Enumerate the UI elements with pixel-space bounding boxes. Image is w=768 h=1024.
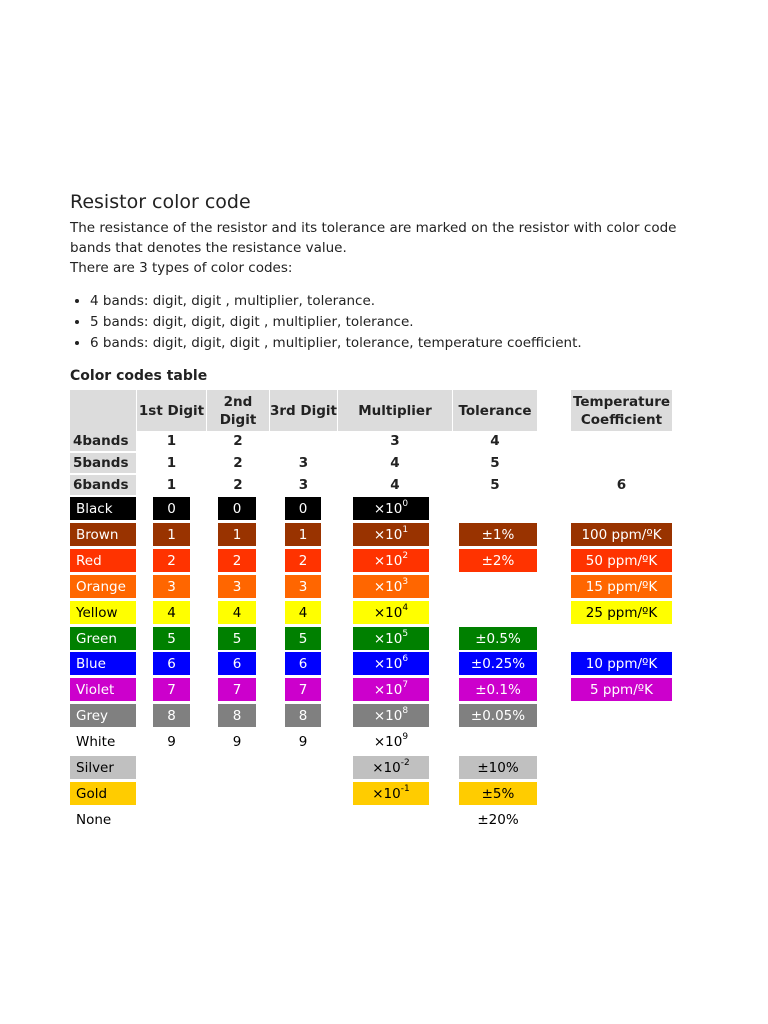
color-name-brown: Brown (70, 523, 136, 546)
digit-cell: 7 (218, 678, 256, 701)
multiplier-cell: ×10 $^4$ (353, 601, 429, 624)
multiplier-cell: ×10 $^9$ (373, 731, 409, 750)
digit-cell: 9 (298, 733, 308, 750)
band-position-mult: 4 (390, 477, 400, 493)
band-position-d1: 1 (166, 477, 177, 493)
digit-cell: 8 (153, 704, 190, 727)
digit-cell: 4 (218, 601, 256, 624)
multiplier-cell: ×10 $^{-2}$ (353, 756, 429, 779)
band-position-d2: 2 (233, 455, 243, 471)
digit-cell: 4 (285, 601, 321, 624)
header-multiplier: Multiplier (338, 390, 452, 431)
band-position-d3: 3 (298, 477, 309, 493)
header-2nd-digit: 2nd Digit (207, 390, 269, 431)
band-row-label: 6bands (70, 475, 136, 495)
color-name-orange: Orange (70, 575, 136, 598)
header-3rd-digit: 3rd Digit (270, 390, 337, 431)
multiplier-cell: ×10 $^5$ (353, 627, 429, 650)
digit-cell: 0 (153, 497, 190, 520)
multiplier-cell: ×10 $^{-1}$ (353, 782, 429, 805)
digit-cell: 2 (218, 549, 256, 572)
digit-cell: 8 (218, 704, 256, 727)
color-name-yellow: Yellow (70, 601, 136, 624)
intro-line-1: The resistance of the resistor and its tolerance are marked on the resistor with color code bands that denotes the resistance value. (70, 220, 677, 256)
header-tolerance: Tolerance (453, 390, 537, 431)
multiplier-cell: ×10 $^3$ (353, 575, 429, 598)
band-position-d3 (270, 431, 337, 451)
digit-cell: 1 (153, 523, 190, 546)
multiplier-cell: ×10 $^1$ (353, 523, 429, 546)
multiplier-cell: ×10 $^2$ (353, 549, 429, 572)
digit-cell: 3 (218, 575, 256, 598)
digit-cell: 1 (285, 523, 321, 546)
header-temperature-coefficient: Temperature Coefficient (571, 390, 672, 431)
color-name-black: Black (70, 497, 136, 520)
multiplier-cell: ×10 $^0$ (353, 497, 429, 520)
band-position-d2: 2 (233, 477, 243, 493)
digit-cell: 7 (153, 678, 190, 701)
table-title: Color codes table (70, 368, 208, 384)
band-position-d3: 3 (298, 455, 309, 471)
color-name-white: White (76, 733, 116, 750)
color-name-none: None (76, 811, 112, 828)
band-position-d1: 1 (166, 433, 177, 449)
band-position-mult: 4 (390, 455, 400, 471)
list-item: • 4 bands: digit, digit , multiplier, tolerance. (90, 291, 582, 312)
band-position-tol: 5 (490, 455, 500, 471)
band-row-label: 4bands (70, 431, 136, 451)
tolerance-cell: ±5% (459, 782, 537, 805)
tolerance-cell: ±20% (477, 811, 519, 828)
color-name-green: Green (70, 627, 136, 650)
digit-cell: 1 (218, 523, 256, 546)
band-position-d2: 2 (233, 433, 243, 449)
tolerance-cell: ±0.1% (459, 678, 537, 701)
page-title: Resistor color code (70, 191, 251, 213)
intro-line-2: There are 3 types of color codes: (70, 260, 293, 276)
band-position-mult: 3 (390, 433, 400, 449)
band-position-tol: 4 (490, 433, 500, 449)
color-name-red: Red (70, 549, 136, 572)
multiplier-cell: ×10 $^8$ (353, 704, 429, 727)
digit-cell: 6 (285, 652, 321, 675)
band-position-temp: 6 (616, 477, 627, 493)
tolerance-cell: ±0.5% (459, 627, 537, 650)
color-name-grey: Grey (70, 704, 136, 727)
tolerance-cell: ±1% (459, 523, 537, 546)
digit-cell: 5 (153, 627, 190, 650)
color-name-gold: Gold (70, 782, 136, 805)
digit-cell: 3 (153, 575, 190, 598)
tolerance-cell: ±0.25% (459, 652, 537, 675)
band-position-temp (571, 431, 672, 451)
color-name-violet: Violet (70, 678, 136, 701)
digit-cell: 9 (167, 733, 176, 750)
digit-cell: 6 (153, 652, 190, 675)
header-corner (70, 390, 136, 431)
digit-cell: 5 (285, 627, 321, 650)
digit-cell: 4 (153, 601, 190, 624)
color-name-blue: Blue (70, 652, 136, 675)
digit-cell: 8 (285, 704, 321, 727)
digit-cell: 0 (285, 497, 321, 520)
list-item: • 5 bands: digit, digit, digit , multiplier, tolerance. (90, 312, 582, 333)
digit-cell: 0 (218, 497, 256, 520)
digit-cell: 5 (218, 627, 256, 650)
temperature-coefficient-cell: 100 ppm/ºK (571, 523, 672, 546)
color-name-silver: Silver (70, 756, 136, 779)
temperature-coefficient-cell: 25 ppm/ºK (571, 601, 672, 624)
temperature-coefficient-cell: 15 ppm/ºK (571, 575, 672, 598)
digit-cell: 2 (153, 549, 190, 572)
temperature-coefficient-cell: 50 ppm/ºK (571, 549, 672, 572)
digit-cell: 2 (285, 549, 321, 572)
digit-cell: 6 (218, 652, 256, 675)
temperature-coefficient-cell: 10 ppm/ºK (571, 652, 672, 675)
band-position-d1: 1 (166, 455, 177, 471)
band-row-label: 5bands (70, 453, 136, 473)
multiplier-cell: ×10 $^7$ (353, 678, 429, 701)
tolerance-cell: ±2% (459, 549, 537, 572)
multiplier-cell: ×10 $^6$ (353, 652, 429, 675)
header-1st-digit: 1st Digit (137, 390, 206, 431)
band-position-temp (571, 453, 672, 473)
temperature-coefficient-cell: 5 ppm/ºK (571, 678, 672, 701)
list-item: • 6 bands: digit, digit, digit , multiplier, tolerance, temperature coefficient. (90, 333, 582, 354)
digit-cell: 9 (232, 733, 242, 750)
digit-cell: 3 (285, 575, 321, 598)
tolerance-cell: ±0.05% (459, 704, 537, 727)
band-position-tol: 5 (490, 477, 500, 493)
tolerance-cell: ±10% (459, 756, 537, 779)
digit-cell: 7 (285, 678, 321, 701)
